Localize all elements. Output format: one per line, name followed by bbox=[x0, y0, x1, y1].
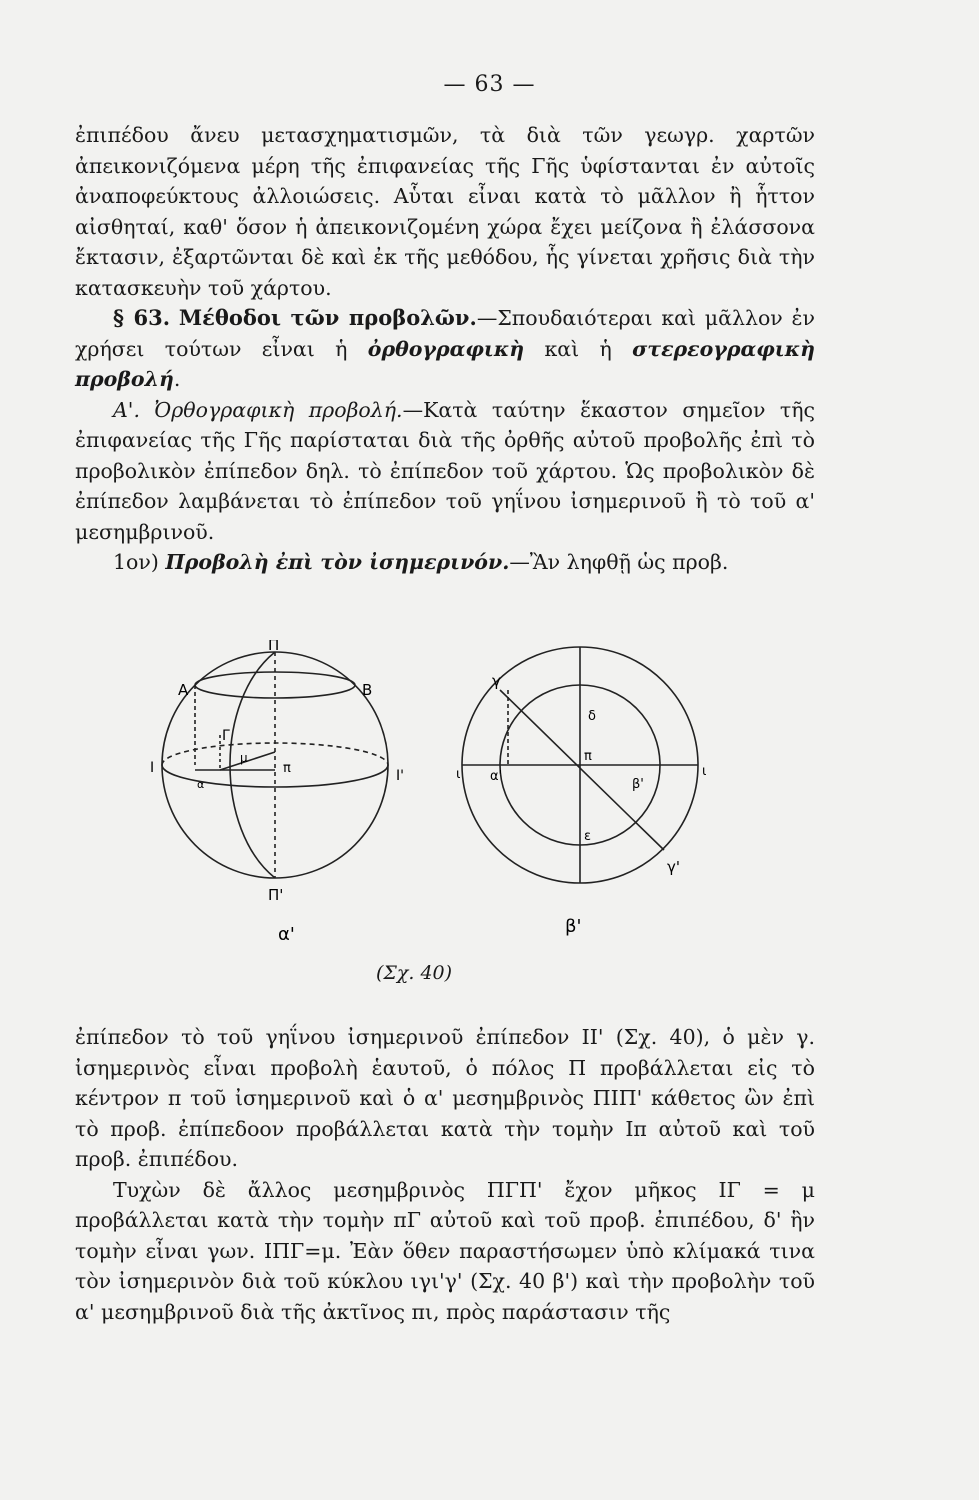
section-number: § 63. bbox=[113, 305, 171, 330]
label-pi-left: π bbox=[283, 761, 291, 776]
figure-40-svg bbox=[140, 640, 840, 1000]
label-beta-caption: β' bbox=[565, 916, 582, 937]
label-delta: δ bbox=[588, 709, 596, 724]
label-pi-right: π bbox=[584, 749, 592, 764]
section-text-before: —Σπουδαιότεραι καὶ μᾶλλον ἐν χρήσει τούτων εἶναι ἡ bbox=[75, 306, 815, 361]
page-number: — 63 — bbox=[443, 72, 536, 97]
label-A: Α bbox=[178, 681, 189, 699]
label-gamma: γ bbox=[492, 672, 501, 690]
label-iota-left: ι bbox=[456, 767, 461, 782]
equator-back bbox=[162, 743, 388, 765]
term-orthographic: ὀρθογραφικὴ bbox=[367, 336, 525, 361]
label-iota-right: ι bbox=[702, 764, 707, 779]
label-I: Ι bbox=[150, 760, 155, 776]
label-G: Γ bbox=[222, 728, 230, 744]
paragraph-meridian: Τυχὼν δὲ ἄλλος μεσημβρινὸς ΠΓΠ' ἔχον μῆκος ΙΓ = μ προβάλλεται κατὰ τὴν τομὴν πΓ αὐτοῦ καὶ τοῦ προβ. ἐπιπέδου, δ' ἣν τομὴν εἶναι γων. ΙΠΓ=μ. Ἐὰν ὅθεν παραστήσωμεν ὑπὸ κλίμακά τινα τὸν ἰσημερινὸν διὰ τοῦ κύκλου ιγι'γ' (Σχ. 40 β') καὶ τὴν προβολὴν τοῦ α' μεσημβρινοῦ διὰ τῆς ἀκτῖνος πι, πρὸς παράστασιν τῆς bbox=[75, 1177, 815, 1324]
label-epsilon: ε bbox=[584, 829, 592, 844]
label-gamma-prime: γ' bbox=[667, 858, 681, 876]
figure-caption: (Σχ. 40) bbox=[376, 962, 453, 984]
item-1-paragraph bbox=[75, 547, 815, 578]
term-stereographic: στερεογραφικὴ προβολή bbox=[75, 336, 815, 391]
paragraph-projection: ἐπίπεδον τὸ τοῦ γηΐνου ἰσημερινοῦ ἐπίπεδον ΙΙ' (Σχ. 40), ὁ μὲν γ. ἰσημερινὸς εἶναι προβολὴ ἑαυτοῦ, ὁ πόλος Π προβάλλεται εἰς τὸ κέντρον π τοῦ ἰσημερινοῦ καὶ ὁ α' μεσημβρινὸς ΠΙΠ' κάθετος ὢν ἐπὶ τὸ προβ. ἐπίπεδοον προβάλλεται κατὰ τὴν τομὴν Ιπ αὐτοῦ καὶ τοῦ προβ. ἐπιπέδου. bbox=[75, 1025, 815, 1171]
label-alpha-caption: α' bbox=[278, 924, 295, 945]
text-block-bottom bbox=[75, 1022, 815, 1327]
label-B: Β bbox=[362, 681, 373, 699]
label-P-prime: Π' bbox=[268, 886, 284, 904]
figure-40a bbox=[162, 652, 388, 878]
label-alpha-small: α bbox=[197, 778, 205, 791]
label-beta-right: β' bbox=[632, 777, 644, 792]
subsection-label: Α'. Ὀρθογραφικὴ προβολή. bbox=[113, 397, 403, 422]
item-1-prefix: 1ον) bbox=[113, 550, 159, 574]
label-mu: μ bbox=[240, 751, 248, 765]
paragraph-intro: ἐπιπέδου ἄνευ μετασχηματισμῶν, τὰ διὰ τῶν γεωγρ. χαρτῶν ἀπεικονιζόμενα μέρη τῆς ἐπιφανείας τῆς Γῆς ὑφίστανται ἐν αὐτοῖς ἀναποφεύκτους ἀλλοιώσεις. Αὗται εἶναι κατὰ τὸ μᾶλλον ἢ ἧττον αἰσθηταί, καθ' ὅσον ἡ ἀπεικονιζομένη χώρα ἔχει μείζονα ἢ ἐλάσσονα ἔκτασιν, ἐξαρτῶνται δὲ καὶ ἐκ τῆς μεθόδου, ἧς γίνεται χρῆσις διὰ τὴν κατασκευὴν τοῦ χάρτου. bbox=[75, 123, 815, 300]
item-1-label: Προβολὴ ἐπὶ τὸν ἰσημερινόν. bbox=[165, 550, 510, 574]
section-63-paragraph bbox=[75, 303, 815, 395]
item-1-text: —Ἂν ληφθῇ ὡς προβ. bbox=[509, 550, 729, 574]
subsection-text: —Κατὰ ταύτην ἕκαστον σημεῖον τῆς ἐπιφανείας τῆς Γῆς παρίσταται διὰ τῆς ὀρθῆς αὐτοῦ προβολῆς ἐπὶ τὸ προβολικὸν ἐπίπεδον δηλ. τὸ ἐπίπεδον τοῦ χάρτου. Ὡς προβολικὸν δὲ ἐπίπεδον λαμβάνεται τὸ ἐπίπεδον τοῦ γηΐνου ἰσημερινοῦ ἢ τὸ τοῦ α' μεσημβρινοῦ. bbox=[75, 397, 815, 544]
label-I-prime: Ι' bbox=[396, 768, 404, 784]
section-text-mid: καὶ ἡ bbox=[524, 336, 633, 361]
label-alpha-right: α' bbox=[490, 769, 503, 784]
figure-40 bbox=[140, 640, 840, 1000]
section-text-after: . bbox=[173, 367, 181, 391]
subsection-a-paragraph bbox=[75, 395, 815, 548]
text-block-top bbox=[75, 120, 815, 578]
section-title: Μέθοδοι τῶν προβολῶν. bbox=[178, 305, 477, 330]
label-P: Π bbox=[268, 640, 280, 654]
diagonal-line bbox=[500, 690, 664, 850]
